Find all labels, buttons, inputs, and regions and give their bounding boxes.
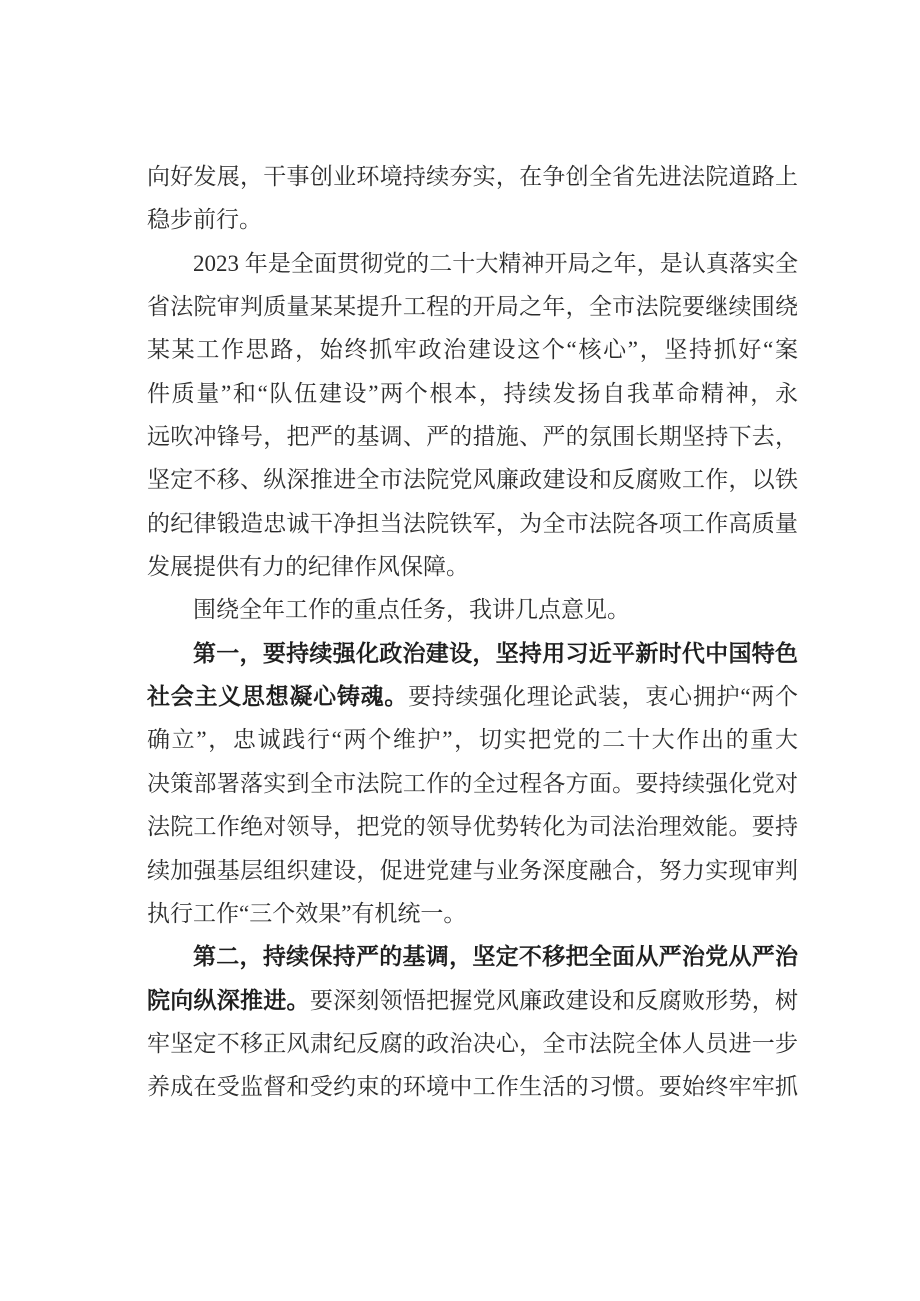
body-text: 续加强基层组织建设，促进党建与业务深度融合，努力实现审判 [147,857,798,883]
body-text: 远吹冲锋号，把严的基调、严的措施、严的氛围长期坚持下去， [147,424,798,450]
text-line [147,892,798,935]
text-line [147,198,798,241]
text-line [147,372,798,415]
body-text: 向好发展，干事创业环境持续夯实，在争创全省先进法院道路上 [147,164,798,189]
text-line [147,545,798,588]
text-line [147,328,798,371]
document-body [147,155,798,1109]
body-text: 某某工作思路，始终抓牢政治建设这个“核心”，坚持抓好“案 [147,337,798,363]
text-line [147,242,798,285]
text-line [147,415,798,458]
emphasis-text: 社会主义思想凝心铸魂。 [147,684,409,710]
emphasis-text: 院向纵深推进。 [147,987,310,1013]
body-text: 决策部署落实到全市法院工作的全过程各方面。要持续强化党对 [147,770,798,796]
body-text: 牢坚定不移正风肃纪反腐的政治决心，全市法院全体人员进一步 [147,1030,798,1056]
text-line [147,632,798,675]
text-line [147,285,798,328]
emphasis-text: 第一，要持续强化政治建设，坚持用习近平新时代中国特色 [193,640,798,666]
text-line [147,458,798,501]
text-line [147,1065,798,1108]
body-text: 养成在受监督和受约束的环境中工作生活的习惯。要始终牢牢抓 [147,1074,798,1100]
body-text: 稳步前行。 [147,207,262,233]
text-line [147,979,798,1022]
body-text: 发展提供有力的纪律作风保障。 [147,554,469,580]
body-text: 2023 年是全面贯彻党的二十大精神开局之年，是认真落实全 [193,250,798,276]
text-line [147,935,798,978]
body-text: 要深刻领悟把握党风廉政建设和反腐败形势，树 [309,987,799,1013]
text-line [147,155,798,198]
body-text: 围绕全年工作的重点任务，我讲几点意见。 [193,597,630,623]
text-line [147,849,798,892]
emphasis-text: 第二，持续保持严的基调，坚定不移把全面从严治党从严治 [193,944,798,970]
body-text: 法院工作绝对领导，把党的领导优势转化为司法治理效能。要持 [147,814,798,840]
body-text: 坚定不移、纵深推进全市法院党风廉政建设和反腐败工作，以铁 [147,467,798,493]
text-line [147,502,798,545]
text-line [147,675,798,718]
text-line [147,588,798,631]
text-line [147,762,798,805]
body-text: 执行工作“三个效果”有机统一。 [147,900,467,926]
body-text: 省法院审判质量某某提升工程的开局之年，全市法院要继续围绕 [147,294,798,320]
text-line [147,1022,798,1065]
body-text: 要持续强化理论武装，衷心拥护“两个 [408,684,798,710]
body-text: 的纪律锻造忠诚干净担当法院铁军，为全市法院各项工作高质量 [147,510,798,536]
body-text: 件质量”和“队伍建设”两个根本，持续发扬自我革命精神，永 [147,380,798,406]
text-line [147,718,798,761]
body-text: 确立”，忠诚践行“两个维护”，切实把党的二十大作出的重大 [147,727,798,753]
text-line [147,805,798,848]
